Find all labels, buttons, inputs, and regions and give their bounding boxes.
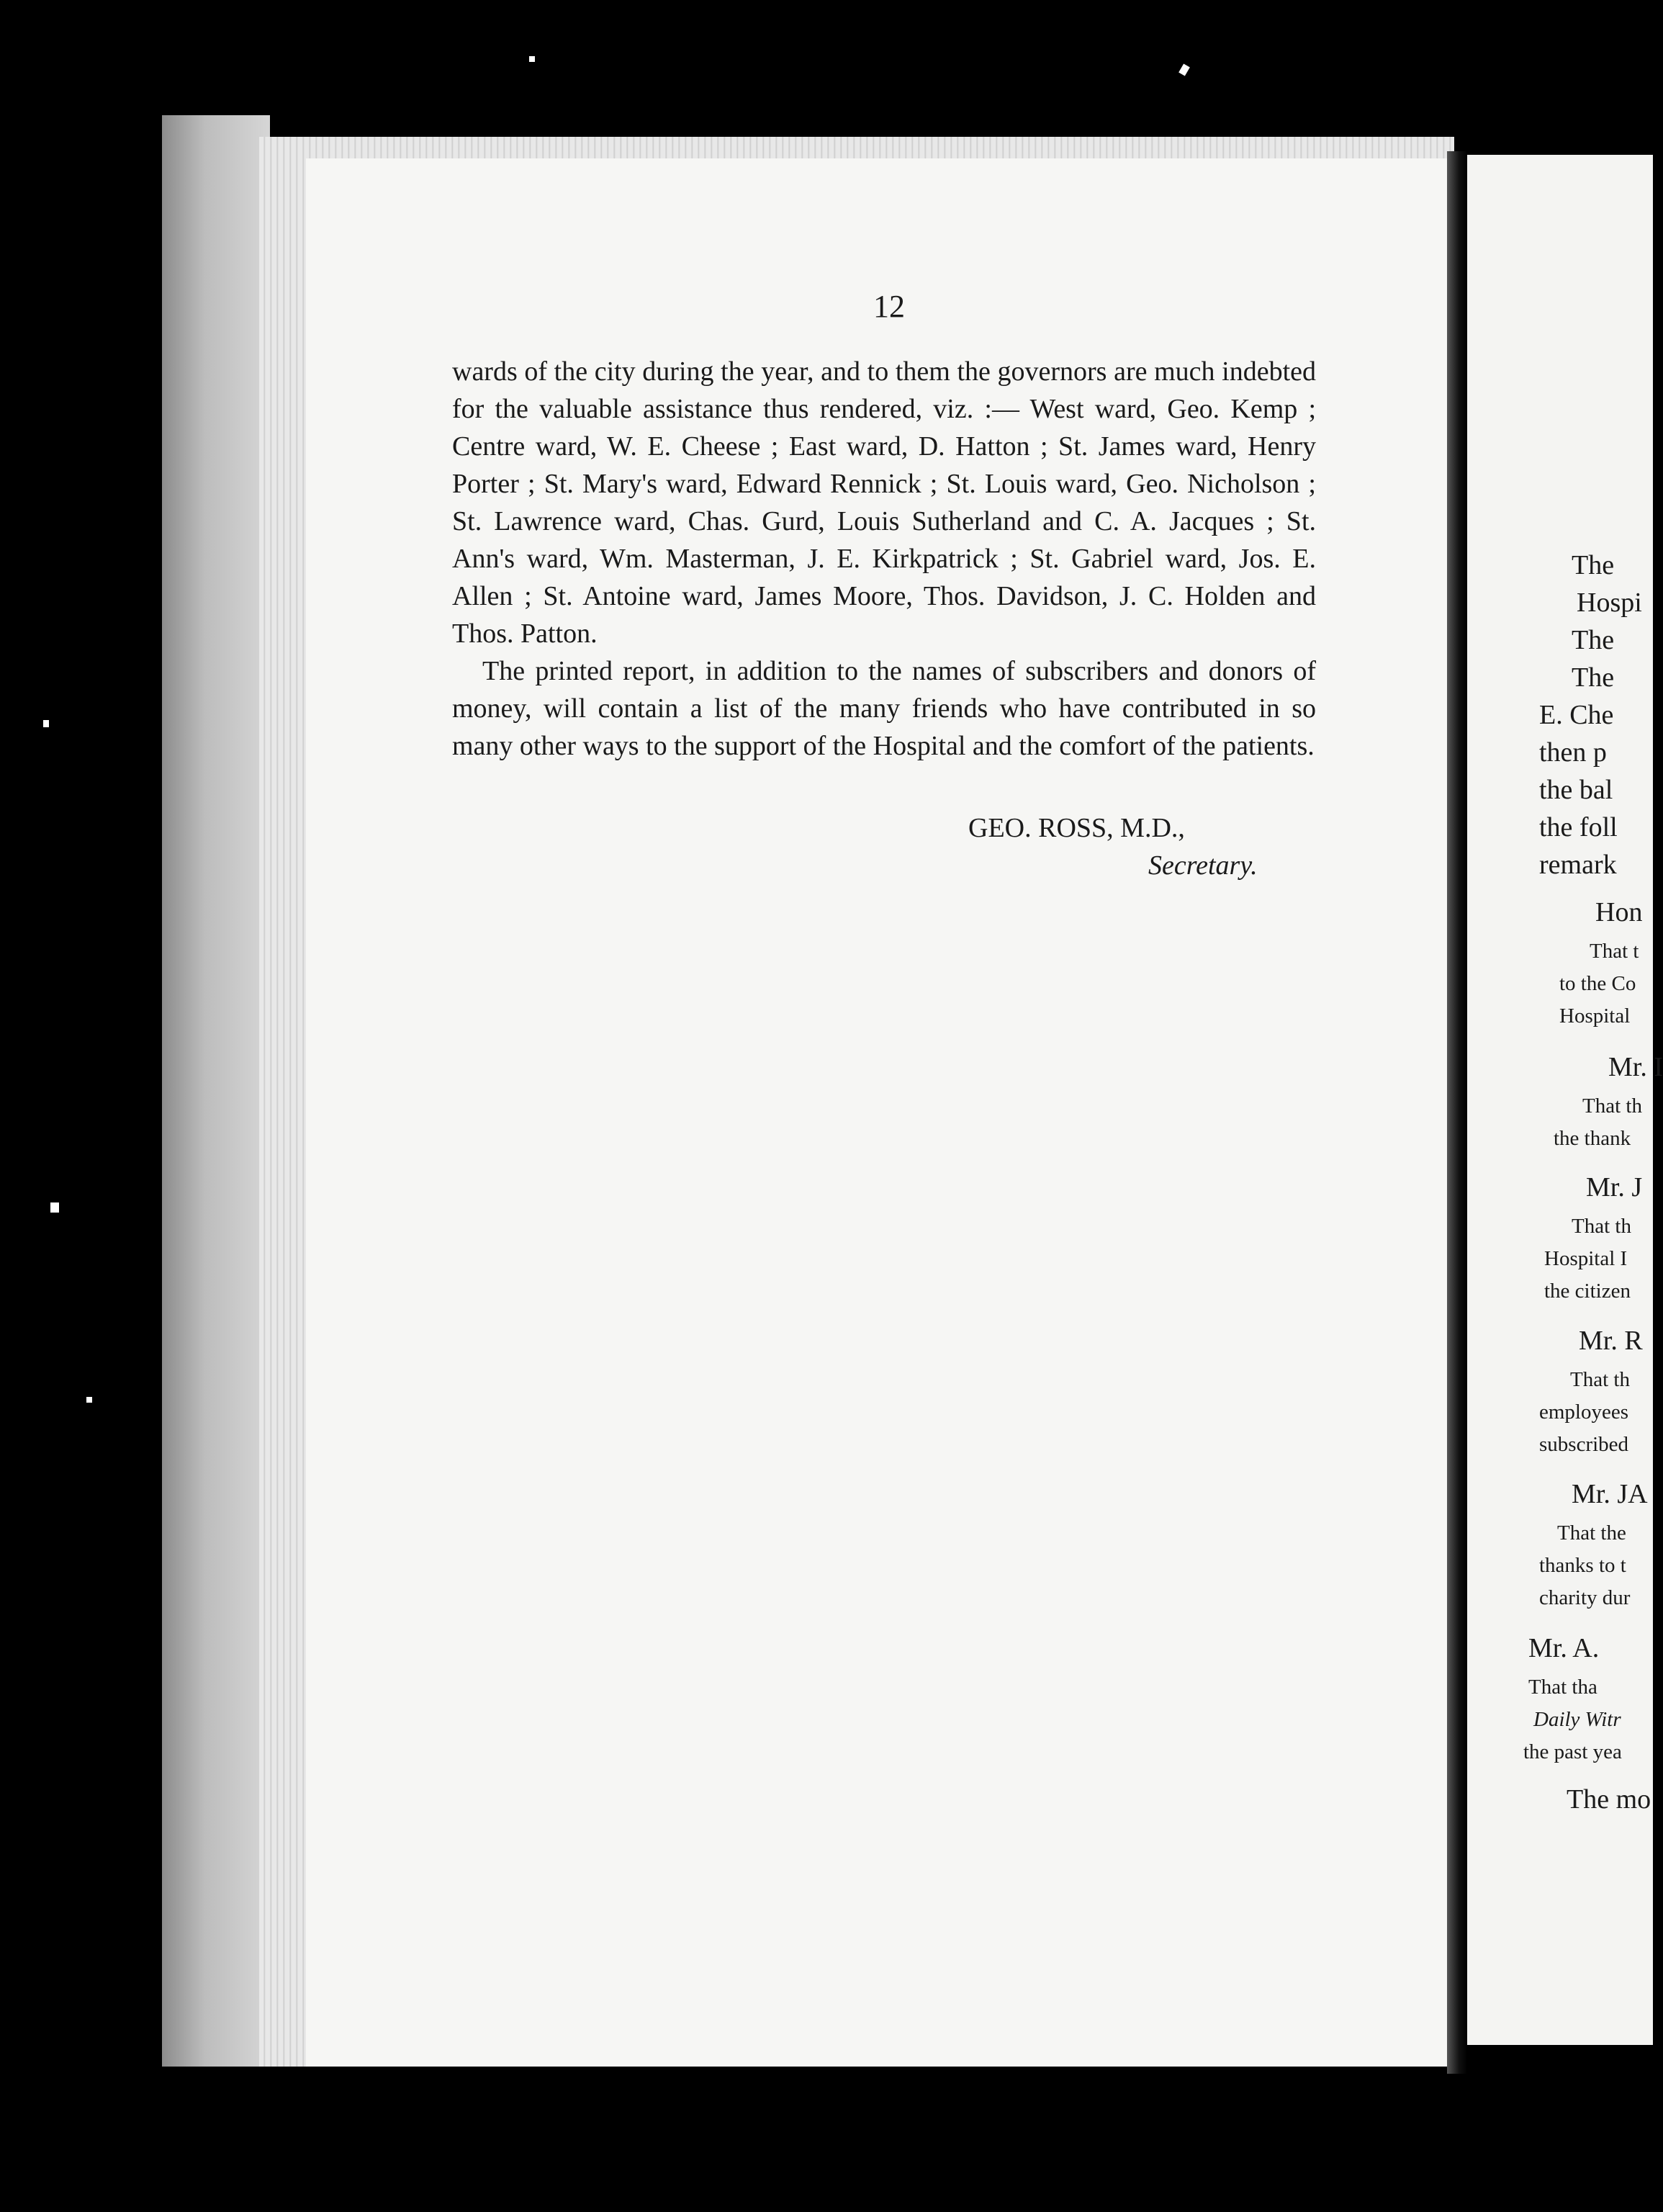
paragraph-wards: wards of the city during the year, and to them the governors are much indebted for the valuable assistance thus rendered, viz. :— West ward, Geo. Kemp ; Centre ward, W. E. Cheese ; East ward, D. Hatton ; St. James ward, Henry Porter ; St. Mary's ward, Edward Rennick ; St. Louis ward, Geo. Nicholson ; St. Lawrence ward, Chas. Gurd, Louis Sutherland and C. A. Jacques ; St. Ann's ward, Wm. Masterman, J. E. Kirkpatrick ; St. Gabriel ward, Jos. E. Allen ; St. Antoine ward, James Moore, Thos. Davidson, J. C. Holden and Thos. Patton. — [452, 356, 1316, 649]
facing-line: That t — [1590, 940, 1639, 963]
dust-speck — [86, 1397, 92, 1403]
signature-title: Secretary. — [1148, 850, 1258, 881]
facing-line: charity dur — [1539, 1586, 1631, 1609]
facing-line: Mr. J — [1586, 1172, 1643, 1202]
facing-line: the past yea — [1523, 1740, 1622, 1763]
facing-line: That th — [1582, 1094, 1642, 1118]
facing-line: the bal — [1539, 775, 1613, 805]
facing-line: the foll — [1539, 812, 1618, 842]
facing-line: subscribed — [1539, 1433, 1629, 1456]
facing-page — [1467, 155, 1663, 2045]
facing-line: Mr. A. — [1528, 1633, 1600, 1663]
facing-line: Hospital — [1559, 1004, 1631, 1028]
facing-line: Mr. R — [1579, 1326, 1643, 1356]
dust-speck — [529, 56, 535, 62]
facing-line: Hospital I — [1544, 1247, 1628, 1270]
facing-line: E. Che — [1539, 700, 1614, 730]
paragraph-printed-report: The printed report, in addition to the names of subscribers and donors of money, will contain a list of the many friends who have contributed in so many other ways to the support of the Hospital and the comfort of the patients. — [452, 656, 1316, 761]
facing-line: then p — [1539, 737, 1607, 768]
facing-line: Mr. I — [1608, 1052, 1663, 1082]
facing-line: That tha — [1528, 1676, 1597, 1699]
book-gutter — [1447, 151, 1467, 2074]
facing-line: The — [1572, 625, 1615, 655]
facing-line: The mo — [1567, 1784, 1651, 1815]
facing-line: employees — [1539, 1401, 1629, 1424]
facing-line: thanks to t — [1539, 1554, 1626, 1577]
dust-speck — [43, 720, 49, 727]
facing-line: remark — [1539, 850, 1617, 880]
body-text — [452, 353, 1316, 765]
facing-line: That th — [1572, 1215, 1631, 1238]
facing-line: to the Co — [1559, 972, 1636, 995]
page-number: 12 — [873, 289, 905, 324]
facing-line: Daily Witr — [1533, 1708, 1621, 1731]
book-cover-edge — [162, 115, 270, 2067]
facing-line: The — [1572, 550, 1615, 580]
facing-line: Hon — [1595, 897, 1643, 927]
signature-name: GEO. ROSS, M.D., — [968, 813, 1185, 843]
facing-line: That the — [1557, 1521, 1626, 1545]
facing-line: the thank — [1554, 1127, 1631, 1150]
facing-line: That th — [1570, 1368, 1630, 1391]
facing-line: The — [1572, 662, 1615, 693]
facing-line: Hospi — [1577, 588, 1642, 618]
facing-line: Mr. JA — [1572, 1479, 1648, 1509]
dust-speck — [50, 1202, 59, 1213]
facing-line: the citizen — [1544, 1280, 1631, 1303]
